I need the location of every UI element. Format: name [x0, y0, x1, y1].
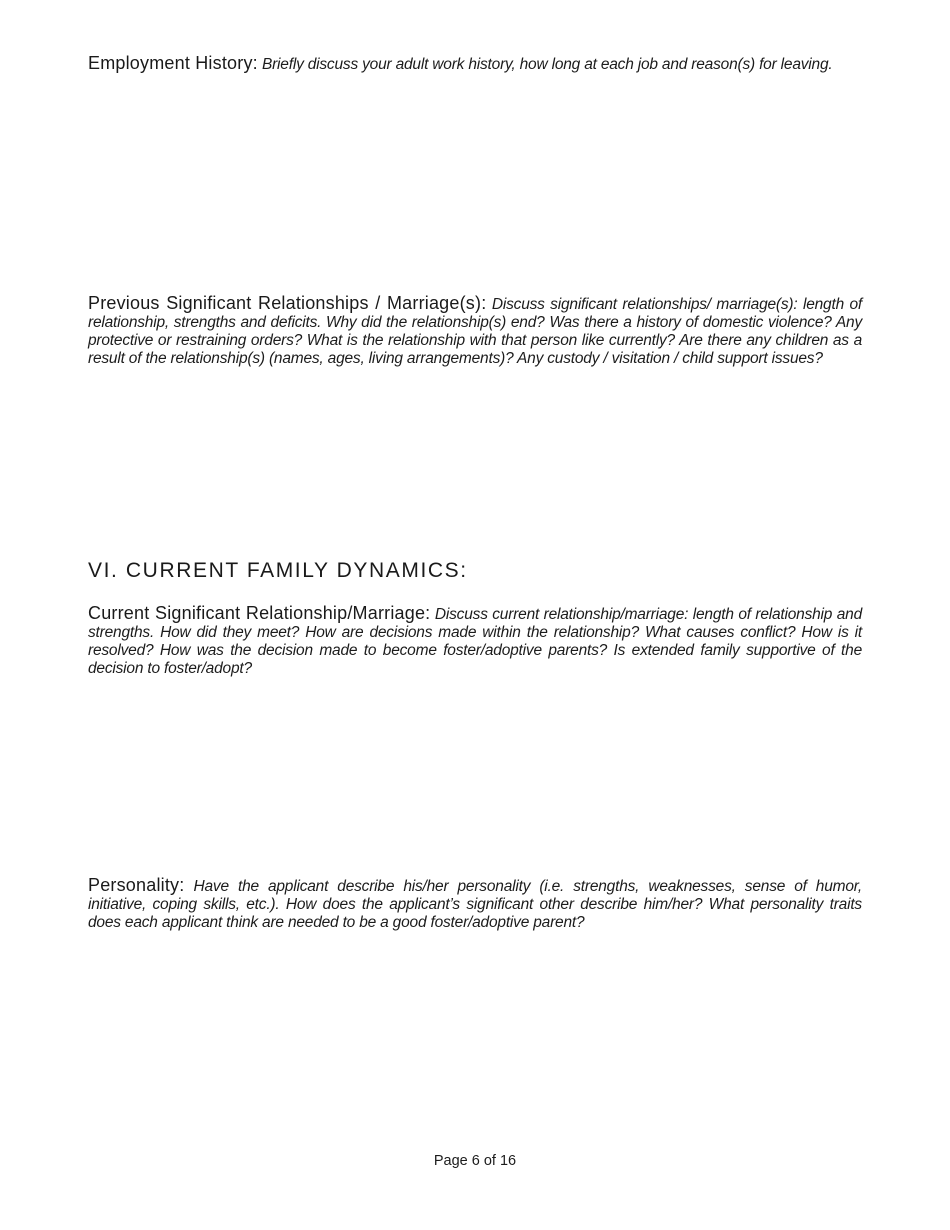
previous-relationships-instructions: Discuss significant relationships/ marriage(s): length of relationship, strengths and deficits. Why did the relationship(s) end? Was there a history of domestic violence? Any protective or restraining orders? What is the relationship with that person like currently? Are there any children as a result of the relationship(s) (names, ages, living arrangements)? Any custody / visitation / child support issues?: [88, 296, 862, 367]
page-number: Page 6 of 16: [433, 1153, 517, 1169]
personality-label: Personality:: [88, 875, 185, 895]
current-relationship-paragraph: [88, 604, 862, 678]
previous-relationships-section: [88, 294, 862, 368]
employment-history-label: Employment History:: [88, 53, 258, 73]
current-relationship-label: Current Significant Relationship/Marriage:: [88, 603, 431, 623]
employment-history-paragraph: [88, 54, 862, 74]
employment-history-instructions: Briefly discuss your adult work history, how long at each job and reason(s) for leaving.: [261, 56, 833, 73]
personality-paragraph: [88, 876, 862, 932]
personality-section: [88, 876, 862, 932]
current-family-dynamics-section-title: [88, 559, 862, 583]
employment-history-section: [88, 54, 862, 74]
previous-relationships-label: Previous Significant Relationships / Marriage(s):: [88, 293, 487, 313]
personality-instructions: Have the applicant describe his/her personality (i.e. strengths, weaknesses, sense of humor, initiative, coping skills, etc.). How does the applicant’s significant other describe him/her? What personality traits does each applicant think are needed to be a good foster/adoptive parent?: [88, 878, 862, 931]
current-relationship-instructions: Discuss current relationship/marriage: length of relationship and strengths. How did they meet? How are decisions made within the relationship? What causes conflict? How is it resolved? How was the decision made to become foster/adoptive parents? Is extended family supportive of the decision to foster/adopt?: [88, 606, 862, 677]
current-relationship-section: [88, 604, 862, 678]
previous-relationships-paragraph: [88, 294, 862, 368]
section-heading: VI. CURRENT FAMILY DYNAMICS:: [88, 559, 468, 582]
